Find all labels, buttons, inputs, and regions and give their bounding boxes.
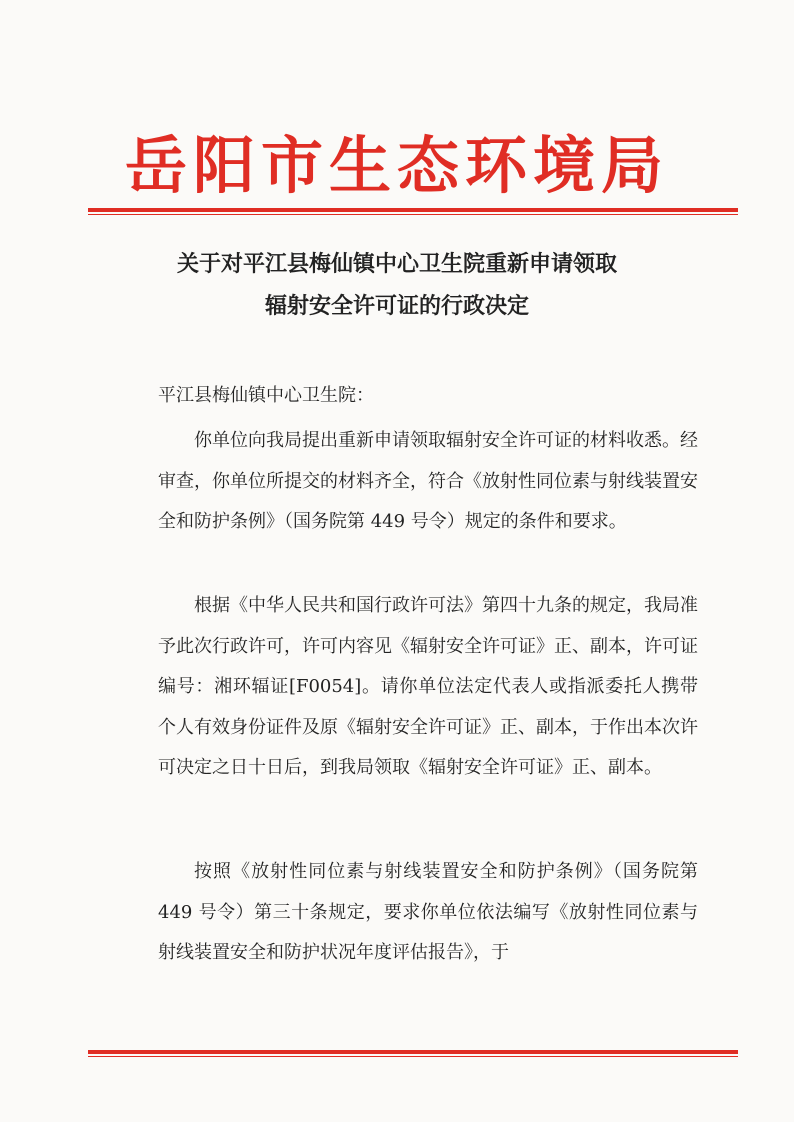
footer-rule-thin [88, 1056, 738, 1057]
letterhead-organization: 岳阳市生态环境局 [124, 129, 669, 202]
footer-red-rule [88, 1050, 738, 1057]
header-rule-thin [88, 214, 738, 215]
body-paragraph-2: 根据《中华人民共和国行政许可法》第四十九条的规定，我局准予此次行政许可，许可内容见《辐射安全许可证》正、副本，许可证编号：湘环辐证[F0054]。请你单位法定代表人或指派委托人携带个人有效身份证件及原《辐射安全许可证》正、副本，于作出本次许可决定之日十日后，到我局领取《辐射安全许可证》正、副本。 [158, 595, 698, 778]
header-red-rule [88, 208, 738, 215]
body-paragraph-1: 你单位向我局提出重新申请领取辐射安全许可证的材料收悉。经审查，你单位所提交的材料齐全，符合《放射性同位素与射线装置安全和防护条例》（国务院第 449 号令）规定的条件和要求。 [158, 430, 698, 532]
body-paragraph-3: 按照《放射性同位素与射线装置安全和防护条例》（国务院第 449 号令）第三十条规定，要求你单位依法编写《放射性同位素与射线装置安全和防护状况年度评估报告》，于 [158, 861, 698, 963]
document-title-line-1: 关于对平江县梅仙镇中心卫生院重新申请领取 [176, 252, 617, 277]
footer-rule-thick [88, 1050, 738, 1054]
header-rule-thick [88, 208, 738, 212]
addressee: 平江县梅仙镇中心卫生院： [158, 385, 374, 406]
document-title-line-2: 辐射安全许可证的行政决定 [264, 294, 529, 319]
